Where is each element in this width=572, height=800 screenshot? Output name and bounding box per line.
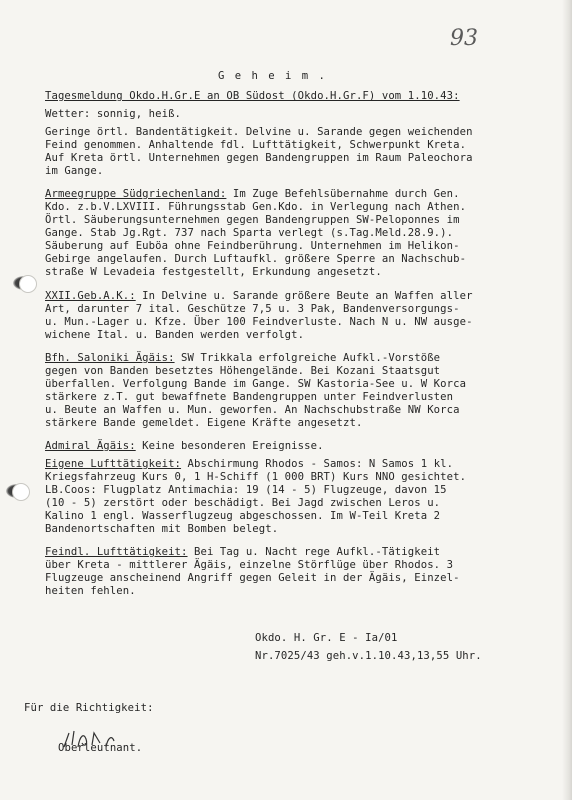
page-edge-shadow — [562, 0, 572, 800]
section-heading: Admiral Ägäis: — [45, 440, 136, 452]
section-armeegruppe — [45, 188, 460, 201]
section-line: u. Mun.-Lager u. Kfze. Über 100 Feindverluste. Nach N u. NW ausge- — [45, 316, 473, 328]
section-line: In Delvine u. Sarande größere Beute an Waffen aller — [135, 290, 473, 302]
section-feindl-lufttaetigkeit — [45, 546, 440, 559]
section-line: (10 - 5) zerstört oder beschädigt. Bei Jagd zwischen Leros u. — [45, 497, 441, 509]
section-bfh-saloniki — [45, 352, 440, 365]
punch-hole — [19, 275, 37, 293]
section-line: Kalino 1 engl. Wasserflugzeug abgeschossen. Im W-Teil Kreta 2 — [45, 510, 441, 522]
section-line: Gebirge angelaufen. Durch Luftaufkl. größere Sperre an Nachschub- — [45, 253, 467, 265]
section-line: Art, darunter 7 ital. Geschütze 7,5 u. 3 Pak, Bandenversorgungs- — [45, 303, 460, 315]
section-heading: Eigene Lufttätigkeit: — [45, 458, 182, 470]
intro-line: Auf Kreta örtl. Unternehmen gegen Bandengruppen im Raum Paleochora — [45, 152, 473, 164]
section-line: u. Beute an Waffen u. Mun. geworfen. An Nachschubstraße NW Korca — [45, 404, 460, 416]
section-line: wichene Ital. u. Banden werden verfolgt. — [45, 329, 305, 341]
section-heading: Armeegruppe Südgriechenland: — [45, 188, 227, 200]
section-line: heiten fehlen. — [45, 585, 136, 597]
section-line: SW Trikkala erfolgreiche Aufkl.-Vorstöße — [174, 352, 441, 364]
section-heading: Feindl. Lufttätigkeit: — [45, 546, 188, 558]
section-line: Im Zuge Befehlsübernahme durch Gen. — [226, 188, 460, 200]
report-title: Tagesmeldung Okdo.H.Gr.E an OB Südost (Okdo.H.Gr.F) vom 1.10.43: — [45, 90, 460, 102]
section-line: Keine besonderen Ereignisse. — [135, 440, 324, 452]
section-line: LB.Coos: Flugplatz Antimachia: 19 (14 - 5) Flugzeuge, davon 15 — [45, 484, 447, 496]
classification-heading: G e h e i m . — [218, 70, 327, 82]
section-admiral-aegaeis — [45, 440, 324, 453]
section-line: Bandenortschaften mit Bomben belegt. — [45, 523, 279, 535]
section-line: Gange. Stab Jg.Rgt. 737 nach Sparta verlegt (s.Tag.Meld.28.9.). — [45, 227, 454, 239]
intro-line: im Gange. — [45, 165, 104, 177]
reference-line: Nr.7025/43 geh.v.1.10.43,13,55 Uhr. — [255, 650, 482, 662]
section-heading: XXII.Geb.A.K.: — [45, 290, 136, 302]
section-line: stärkere z.T. gut bewaffnete Bandengruppen unter Feindverlusten — [45, 391, 454, 403]
section-line: Kriegsfahrzeug Kurs 0, 1 H-Schiff (1 000 BRT) Kurs NNO gesichtet. — [45, 471, 467, 483]
handwritten-signature — [58, 725, 143, 755]
section-line: Kdo. z.b.V.LXVIII. Führungsstab Gen.Kdo. in Verlegung nach Athen. — [45, 201, 467, 213]
sender-line: Okdo. H. Gr. E - Ia/01 — [255, 632, 398, 644]
punch-hole — [12, 483, 30, 501]
section-line: gegen von Banden besetztes Höhengelände. Bei Kozani Staatsgut — [45, 365, 441, 377]
section-xxii-geb-ak — [45, 290, 473, 303]
section-line: Bei Tag u. Nacht rege Aufkl.-Tätigkeit — [187, 546, 441, 558]
section-line: Örtl. Säuberungsunternehmen gegen Bandengruppen SW-Peloponnes im — [45, 214, 460, 226]
section-line: Abschirmung Rhodos - Samos: N Samos 1 kl. — [181, 458, 454, 470]
section-line: Säuberung auf Euböa ohne Feindberührung. Unternehmen im Helikon- — [45, 240, 460, 252]
rank-label: Oberleutnant. — [58, 742, 143, 754]
certification-label: Für die Richtigkeit: — [24, 702, 154, 714]
section-line: überfallen. Verfolgung Bande im Gange. SW Kastoria-See u. W Korca — [45, 378, 467, 390]
intro-line: Feind genommen. Anhaltende fdl. Lufttätigkeit, Schwerpunkt Kreta. — [45, 139, 467, 151]
page-number: 93 — [450, 26, 478, 51]
section-line: über Kreta - mittlerer Ägäis, einzelne Störflüge über Rhodos. 3 — [45, 559, 454, 571]
weather-line: Wetter: sonnig, heiß. — [45, 108, 182, 120]
intro-line: Geringe örtl. Bandentätigkeit. Delvine u. Sarande gegen weichenden — [45, 126, 473, 138]
section-line: Flugzeuge anscheinend Angriff gegen Geleit in der Ägäis, Einzel- — [45, 572, 460, 584]
section-eigene-lufttaetigkeit — [45, 458, 453, 471]
section-heading: Bfh. Saloniki Ägäis: — [45, 352, 175, 364]
section-line: straße W Levadeia festgestellt, Erkundung angesetzt. — [45, 266, 382, 278]
section-line: stärkere Bande gemeldet. Eigene Kräfte angesetzt. — [45, 417, 363, 429]
